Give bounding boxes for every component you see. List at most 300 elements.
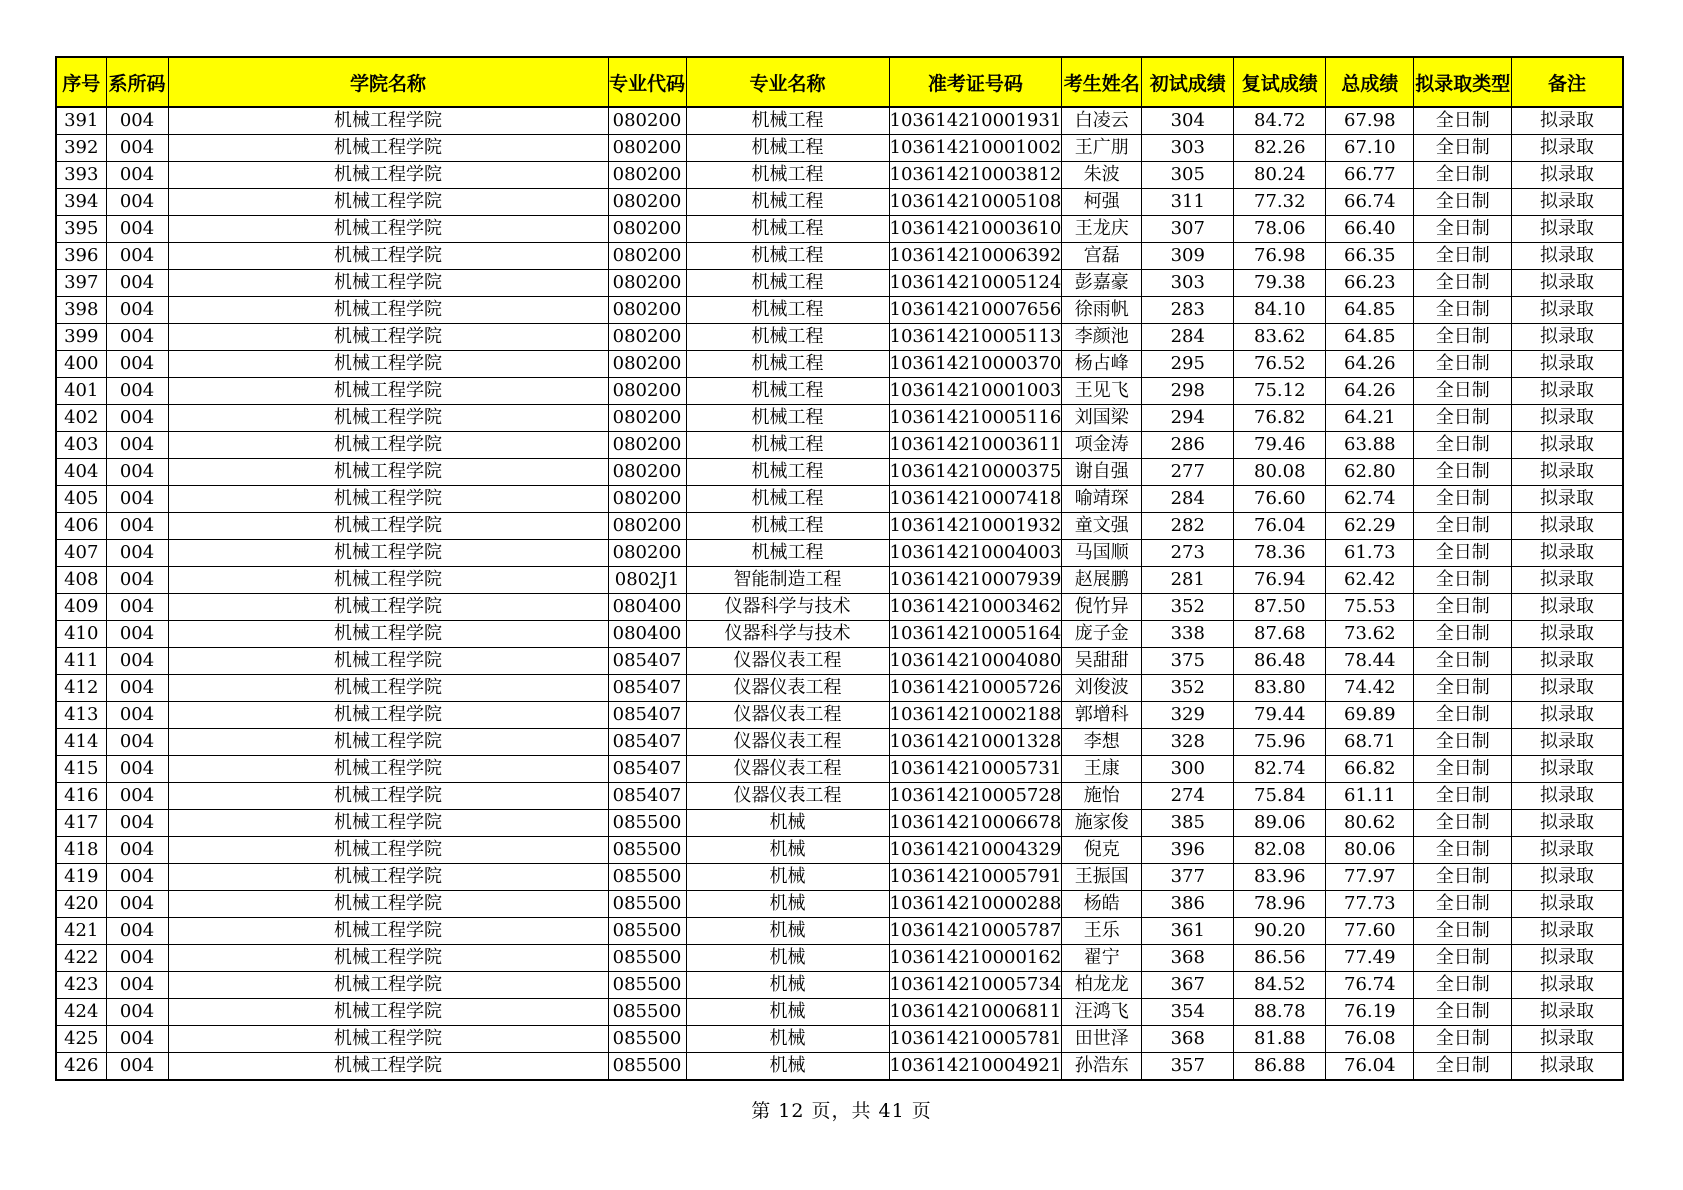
cell-college-name: 机械工程学院 (168, 783, 608, 810)
cell-initial-score: 357 (1142, 1053, 1234, 1081)
cell-initial-score: 284 (1142, 486, 1234, 513)
table-row (56, 243, 1623, 270)
cell-initial-score: 286 (1142, 432, 1234, 459)
cell-major-code: 085500 (608, 972, 686, 999)
cell-major-code: 080200 (608, 270, 686, 297)
cell-major-name: 机械工程 (686, 216, 889, 243)
cell-remark: 拟录取 (1512, 243, 1623, 270)
cell-total-score: 69.89 (1326, 702, 1414, 729)
cell-college-name: 机械工程学院 (168, 162, 608, 189)
cell-dept-code: 004 (106, 810, 168, 837)
cell-exam-id: 103614210005124 (889, 270, 1062, 297)
cell-retest-score: 76.52 (1234, 351, 1326, 378)
table-row (56, 918, 1623, 945)
cell-retest-score: 78.96 (1234, 891, 1326, 918)
cell-major-name: 机械工程 (686, 486, 889, 513)
cell-admission-type: 全日制 (1414, 891, 1512, 918)
cell-college-name: 机械工程学院 (168, 675, 608, 702)
cell-major-name: 机械工程 (686, 378, 889, 405)
cell-total-score: 66.23 (1326, 270, 1414, 297)
table-row (56, 1053, 1623, 1081)
cell-major-code: 080200 (608, 513, 686, 540)
cell-major-code: 085500 (608, 891, 686, 918)
cell-admission-type: 全日制 (1414, 432, 1512, 459)
cell-total-score: 77.49 (1326, 945, 1414, 972)
cell-major-name: 仪器仪表工程 (686, 702, 889, 729)
cell-seq: 399 (56, 324, 106, 351)
cell-seq: 420 (56, 891, 106, 918)
cell-major-code: 080200 (608, 135, 686, 162)
cell-retest-score: 77.32 (1234, 189, 1326, 216)
cell-retest-score: 75.12 (1234, 378, 1326, 405)
cell-college-name: 机械工程学院 (168, 891, 608, 918)
cell-dept-code: 004 (106, 999, 168, 1026)
header-row (56, 57, 1623, 107)
cell-major-code: 080200 (608, 324, 686, 351)
cell-remark: 拟录取 (1512, 135, 1623, 162)
cell-initial-score: 368 (1142, 1026, 1234, 1053)
cell-retest-score: 76.60 (1234, 486, 1326, 513)
cell-college-name: 机械工程学院 (168, 567, 608, 594)
cell-major-name: 仪器科学与技术 (686, 621, 889, 648)
cell-college-name: 机械工程学院 (168, 270, 608, 297)
cell-exam-id: 103614210005791 (889, 864, 1062, 891)
cell-seq: 391 (56, 107, 106, 135)
cell-admission-type: 全日制 (1414, 189, 1512, 216)
cell-major-name: 机械工程 (686, 270, 889, 297)
cell-remark: 拟录取 (1512, 594, 1623, 621)
cell-candidate-name: 喻靖琛 (1062, 486, 1142, 513)
cell-remark: 拟录取 (1512, 432, 1623, 459)
cell-initial-score: 273 (1142, 540, 1234, 567)
cell-major-code: 085500 (608, 837, 686, 864)
cell-initial-score: 338 (1142, 621, 1234, 648)
cell-exam-id: 103614210004003 (889, 540, 1062, 567)
cell-seq: 426 (56, 1053, 106, 1081)
cell-total-score: 64.85 (1326, 297, 1414, 324)
cell-exam-id: 103614210007656 (889, 297, 1062, 324)
cell-admission-type: 全日制 (1414, 405, 1512, 432)
col-header-admission-type: 拟录取类型 (1414, 57, 1512, 107)
cell-major-name: 机械 (686, 918, 889, 945)
cell-seq: 393 (56, 162, 106, 189)
cell-dept-code: 004 (106, 432, 168, 459)
cell-exam-id: 103614210005116 (889, 405, 1062, 432)
cell-total-score: 74.42 (1326, 675, 1414, 702)
cell-retest-score: 75.84 (1234, 783, 1326, 810)
cell-seq: 395 (56, 216, 106, 243)
cell-remark: 拟录取 (1512, 675, 1623, 702)
cell-retest-score: 76.82 (1234, 405, 1326, 432)
cell-college-name: 机械工程学院 (168, 1026, 608, 1053)
cell-initial-score: 298 (1142, 378, 1234, 405)
cell-remark: 拟录取 (1512, 162, 1623, 189)
cell-total-score: 80.62 (1326, 810, 1414, 837)
cell-major-name: 仪器仪表工程 (686, 756, 889, 783)
cell-major-code: 085500 (608, 1026, 686, 1053)
cell-seq: 398 (56, 297, 106, 324)
cell-admission-type: 全日制 (1414, 513, 1512, 540)
cell-total-score: 61.11 (1326, 783, 1414, 810)
cell-remark: 拟录取 (1512, 783, 1623, 810)
cell-retest-score: 76.94 (1234, 567, 1326, 594)
table-row (56, 648, 1623, 675)
cell-major-name: 机械工程 (686, 107, 889, 135)
cell-exam-id: 103614210003610 (889, 216, 1062, 243)
cell-remark: 拟录取 (1512, 972, 1623, 999)
cell-initial-score: 277 (1142, 459, 1234, 486)
cell-retest-score: 89.06 (1234, 810, 1326, 837)
cell-remark: 拟录取 (1512, 891, 1623, 918)
cell-initial-score: 305 (1142, 162, 1234, 189)
cell-major-code: 085407 (608, 675, 686, 702)
cell-seq: 414 (56, 729, 106, 756)
cell-initial-score: 352 (1142, 594, 1234, 621)
cell-retest-score: 84.52 (1234, 972, 1326, 999)
cell-candidate-name: 柏龙龙 (1062, 972, 1142, 999)
cell-remark: 拟录取 (1512, 945, 1623, 972)
cell-initial-score: 304 (1142, 107, 1234, 135)
cell-remark: 拟录取 (1512, 864, 1623, 891)
table-row (56, 297, 1623, 324)
cell-dept-code: 004 (106, 513, 168, 540)
cell-major-code: 085500 (608, 864, 686, 891)
cell-dept-code: 004 (106, 756, 168, 783)
cell-candidate-name: 项金涛 (1062, 432, 1142, 459)
cell-candidate-name: 李想 (1062, 729, 1142, 756)
cell-initial-score: 281 (1142, 567, 1234, 594)
cell-college-name: 机械工程学院 (168, 648, 608, 675)
cell-college-name: 机械工程学院 (168, 486, 608, 513)
cell-exam-id: 103614210005726 (889, 675, 1062, 702)
cell-admission-type: 全日制 (1414, 135, 1512, 162)
cell-college-name: 机械工程学院 (168, 513, 608, 540)
cell-major-name: 机械工程 (686, 162, 889, 189)
col-header-seq: 序号 (56, 57, 106, 107)
col-header-candidate-name: 考生姓名 (1062, 57, 1142, 107)
cell-seq: 403 (56, 432, 106, 459)
cell-retest-score: 83.96 (1234, 864, 1326, 891)
cell-major-name: 机械 (686, 1053, 889, 1081)
cell-candidate-name: 孙浩东 (1062, 1053, 1142, 1081)
cell-dept-code: 004 (106, 405, 168, 432)
cell-major-code: 085500 (608, 1053, 686, 1081)
cell-initial-score: 354 (1142, 999, 1234, 1026)
cell-retest-score: 90.20 (1234, 918, 1326, 945)
cell-admission-type: 全日制 (1414, 107, 1512, 135)
table-row (56, 567, 1623, 594)
cell-major-name: 机械工程 (686, 189, 889, 216)
cell-remark: 拟录取 (1512, 702, 1623, 729)
col-header-college-name: 学院名称 (168, 57, 608, 107)
cell-initial-score: 396 (1142, 837, 1234, 864)
cell-major-name: 机械 (686, 999, 889, 1026)
cell-total-score: 62.74 (1326, 486, 1414, 513)
cell-candidate-name: 王乐 (1062, 918, 1142, 945)
table-row (56, 513, 1623, 540)
cell-major-code: 080200 (608, 216, 686, 243)
cell-total-score: 64.85 (1326, 324, 1414, 351)
cell-retest-score: 86.48 (1234, 648, 1326, 675)
cell-candidate-name: 徐雨帆 (1062, 297, 1142, 324)
cell-admission-type: 全日制 (1414, 864, 1512, 891)
col-header-initial-score: 初试成绩 (1142, 57, 1234, 107)
cell-major-code: 085500 (608, 999, 686, 1026)
cell-dept-code: 004 (106, 162, 168, 189)
cell-retest-score: 82.08 (1234, 837, 1326, 864)
cell-dept-code: 004 (106, 594, 168, 621)
cell-remark: 拟录取 (1512, 216, 1623, 243)
cell-major-code: 080200 (608, 189, 686, 216)
cell-admission-type: 全日制 (1414, 810, 1512, 837)
cell-major-name: 机械工程 (686, 324, 889, 351)
cell-candidate-name: 郭增科 (1062, 702, 1142, 729)
cell-admission-type: 全日制 (1414, 729, 1512, 756)
cell-total-score: 73.62 (1326, 621, 1414, 648)
cell-college-name: 机械工程学院 (168, 378, 608, 405)
cell-retest-score: 76.98 (1234, 243, 1326, 270)
cell-seq: 392 (56, 135, 106, 162)
cell-major-name: 仪器仪表工程 (686, 648, 889, 675)
cell-admission-type: 全日制 (1414, 1053, 1512, 1081)
cell-candidate-name: 刘国梁 (1062, 405, 1142, 432)
cell-dept-code: 004 (106, 1026, 168, 1053)
table-row (56, 324, 1623, 351)
cell-college-name: 机械工程学院 (168, 594, 608, 621)
cell-remark: 拟录取 (1512, 189, 1623, 216)
cell-exam-id: 103614210001328 (889, 729, 1062, 756)
cell-major-name: 机械工程 (686, 405, 889, 432)
cell-candidate-name: 王广朋 (1062, 135, 1142, 162)
cell-total-score: 67.10 (1326, 135, 1414, 162)
cell-candidate-name: 宫磊 (1062, 243, 1142, 270)
cell-total-score: 76.08 (1326, 1026, 1414, 1053)
cell-college-name: 机械工程学院 (168, 107, 608, 135)
cell-college-name: 机械工程学院 (168, 135, 608, 162)
cell-exam-id: 103614210003611 (889, 432, 1062, 459)
cell-dept-code: 004 (106, 972, 168, 999)
col-header-major-name: 专业名称 (686, 57, 889, 107)
cell-initial-score: 329 (1142, 702, 1234, 729)
cell-total-score: 76.04 (1326, 1053, 1414, 1081)
cell-total-score: 68.71 (1326, 729, 1414, 756)
cell-remark: 拟录取 (1512, 297, 1623, 324)
cell-major-name: 仪器仪表工程 (686, 675, 889, 702)
cell-major-name: 机械工程 (686, 135, 889, 162)
cell-seq: 416 (56, 783, 106, 810)
cell-candidate-name: 杨占峰 (1062, 351, 1142, 378)
cell-seq: 419 (56, 864, 106, 891)
cell-dept-code: 004 (106, 243, 168, 270)
cell-exam-id: 103614210005787 (889, 918, 1062, 945)
cell-total-score: 62.42 (1326, 567, 1414, 594)
cell-admission-type: 全日制 (1414, 216, 1512, 243)
cell-seq: 409 (56, 594, 106, 621)
cell-dept-code: 004 (106, 459, 168, 486)
cell-candidate-name: 倪克 (1062, 837, 1142, 864)
cell-admission-type: 全日制 (1414, 756, 1512, 783)
cell-remark: 拟录取 (1512, 324, 1623, 351)
cell-dept-code: 004 (106, 378, 168, 405)
cell-college-name: 机械工程学院 (168, 837, 608, 864)
cell-college-name: 机械工程学院 (168, 540, 608, 567)
cell-major-name: 机械 (686, 891, 889, 918)
cell-seq: 423 (56, 972, 106, 999)
cell-major-name: 仪器科学与技术 (686, 594, 889, 621)
cell-remark: 拟录取 (1512, 756, 1623, 783)
table-row (56, 189, 1623, 216)
cell-seq: 424 (56, 999, 106, 1026)
cell-admission-type: 全日制 (1414, 783, 1512, 810)
cell-dept-code: 004 (106, 135, 168, 162)
cell-exam-id: 103614210007418 (889, 486, 1062, 513)
cell-retest-score: 76.04 (1234, 513, 1326, 540)
cell-total-score: 66.35 (1326, 243, 1414, 270)
cell-exam-id: 103614210005108 (889, 189, 1062, 216)
cell-admission-type: 全日制 (1414, 702, 1512, 729)
cell-candidate-name: 彭嘉豪 (1062, 270, 1142, 297)
cell-exam-id: 103614210004921 (889, 1053, 1062, 1081)
cell-college-name: 机械工程学院 (168, 810, 608, 837)
cell-admission-type: 全日制 (1414, 999, 1512, 1026)
col-header-exam-id: 准考证号码 (889, 57, 1062, 107)
cell-candidate-name: 王振国 (1062, 864, 1142, 891)
cell-initial-score: 375 (1142, 648, 1234, 675)
cell-total-score: 67.98 (1326, 107, 1414, 135)
cell-major-name: 机械工程 (686, 297, 889, 324)
cell-initial-score: 368 (1142, 945, 1234, 972)
cell-major-name: 机械 (686, 864, 889, 891)
cell-retest-score: 81.88 (1234, 1026, 1326, 1053)
cell-college-name: 机械工程学院 (168, 1053, 608, 1081)
cell-remark: 拟录取 (1512, 918, 1623, 945)
cell-exam-id: 103614210000375 (889, 459, 1062, 486)
cell-seq: 407 (56, 540, 106, 567)
table-row (56, 702, 1623, 729)
cell-major-name: 机械工程 (686, 459, 889, 486)
cell-initial-score: 282 (1142, 513, 1234, 540)
cell-admission-type: 全日制 (1414, 351, 1512, 378)
cell-dept-code: 004 (106, 648, 168, 675)
cell-major-code: 085500 (608, 945, 686, 972)
table-row (56, 891, 1623, 918)
cell-candidate-name: 倪竹异 (1062, 594, 1142, 621)
cell-college-name: 机械工程学院 (168, 972, 608, 999)
table-row (56, 216, 1623, 243)
cell-initial-score: 328 (1142, 729, 1234, 756)
cell-retest-score: 79.38 (1234, 270, 1326, 297)
cell-exam-id: 103614210001002 (889, 135, 1062, 162)
cell-college-name: 机械工程学院 (168, 756, 608, 783)
cell-remark: 拟录取 (1512, 567, 1623, 594)
cell-major-name: 机械工程 (686, 432, 889, 459)
cell-dept-code: 004 (106, 270, 168, 297)
cell-college-name: 机械工程学院 (168, 189, 608, 216)
cell-initial-score: 303 (1142, 270, 1234, 297)
cell-seq: 401 (56, 378, 106, 405)
cell-college-name: 机械工程学院 (168, 918, 608, 945)
cell-retest-score: 82.74 (1234, 756, 1326, 783)
cell-retest-score: 78.36 (1234, 540, 1326, 567)
cell-remark: 拟录取 (1512, 378, 1623, 405)
cell-remark: 拟录取 (1512, 621, 1623, 648)
cell-college-name: 机械工程学院 (168, 999, 608, 1026)
cell-initial-score: 295 (1142, 351, 1234, 378)
cell-college-name: 机械工程学院 (168, 216, 608, 243)
cell-admission-type: 全日制 (1414, 486, 1512, 513)
cell-exam-id: 103614210004080 (889, 648, 1062, 675)
cell-dept-code: 004 (106, 351, 168, 378)
cell-retest-score: 83.62 (1234, 324, 1326, 351)
cell-seq: 411 (56, 648, 106, 675)
cell-dept-code: 004 (106, 621, 168, 648)
cell-college-name: 机械工程学院 (168, 432, 608, 459)
cell-admission-type: 全日制 (1414, 594, 1512, 621)
cell-remark: 拟录取 (1512, 729, 1623, 756)
cell-dept-code: 004 (106, 324, 168, 351)
cell-total-score: 63.88 (1326, 432, 1414, 459)
table-row (56, 486, 1623, 513)
cell-major-code: 085500 (608, 918, 686, 945)
cell-major-code: 080200 (608, 432, 686, 459)
cell-candidate-name: 吴甜甜 (1062, 648, 1142, 675)
col-header-major-code: 专业代码 (608, 57, 686, 107)
cell-candidate-name: 施家俊 (1062, 810, 1142, 837)
cell-remark: 拟录取 (1512, 513, 1623, 540)
cell-major-name: 机械 (686, 810, 889, 837)
cell-remark: 拟录取 (1512, 1053, 1623, 1081)
cell-remark: 拟录取 (1512, 107, 1623, 135)
cell-exam-id: 103614210005781 (889, 1026, 1062, 1053)
col-header-retest-score: 复试成绩 (1234, 57, 1326, 107)
table-row (56, 783, 1623, 810)
cell-total-score: 64.21 (1326, 405, 1414, 432)
table-row (56, 405, 1623, 432)
cell-major-name: 智能制造工程 (686, 567, 889, 594)
cell-retest-score: 75.96 (1234, 729, 1326, 756)
table-row (56, 594, 1623, 621)
cell-major-code: 080200 (608, 351, 686, 378)
cell-seq: 406 (56, 513, 106, 540)
cell-seq: 413 (56, 702, 106, 729)
cell-candidate-name: 施怡 (1062, 783, 1142, 810)
cell-college-name: 机械工程学院 (168, 324, 608, 351)
cell-retest-score: 86.56 (1234, 945, 1326, 972)
cell-initial-score: 300 (1142, 756, 1234, 783)
cell-admission-type: 全日制 (1414, 648, 1512, 675)
cell-exam-id: 103614210005113 (889, 324, 1062, 351)
admission-table (55, 56, 1624, 1081)
cell-dept-code: 004 (106, 107, 168, 135)
cell-dept-code: 004 (106, 918, 168, 945)
cell-major-code: 080200 (608, 459, 686, 486)
cell-initial-score: 283 (1142, 297, 1234, 324)
cell-seq: 418 (56, 837, 106, 864)
cell-admission-type: 全日制 (1414, 270, 1512, 297)
table-row (56, 945, 1623, 972)
cell-admission-type: 全日制 (1414, 918, 1512, 945)
cell-total-score: 61.73 (1326, 540, 1414, 567)
cell-admission-type: 全日制 (1414, 675, 1512, 702)
cell-admission-type: 全日制 (1414, 540, 1512, 567)
table-row (56, 675, 1623, 702)
cell-initial-score: 361 (1142, 918, 1234, 945)
cell-exam-id: 103614210001932 (889, 513, 1062, 540)
cell-remark: 拟录取 (1512, 486, 1623, 513)
cell-dept-code: 004 (106, 216, 168, 243)
cell-exam-id: 103614210006811 (889, 999, 1062, 1026)
cell-major-name: 机械 (686, 945, 889, 972)
